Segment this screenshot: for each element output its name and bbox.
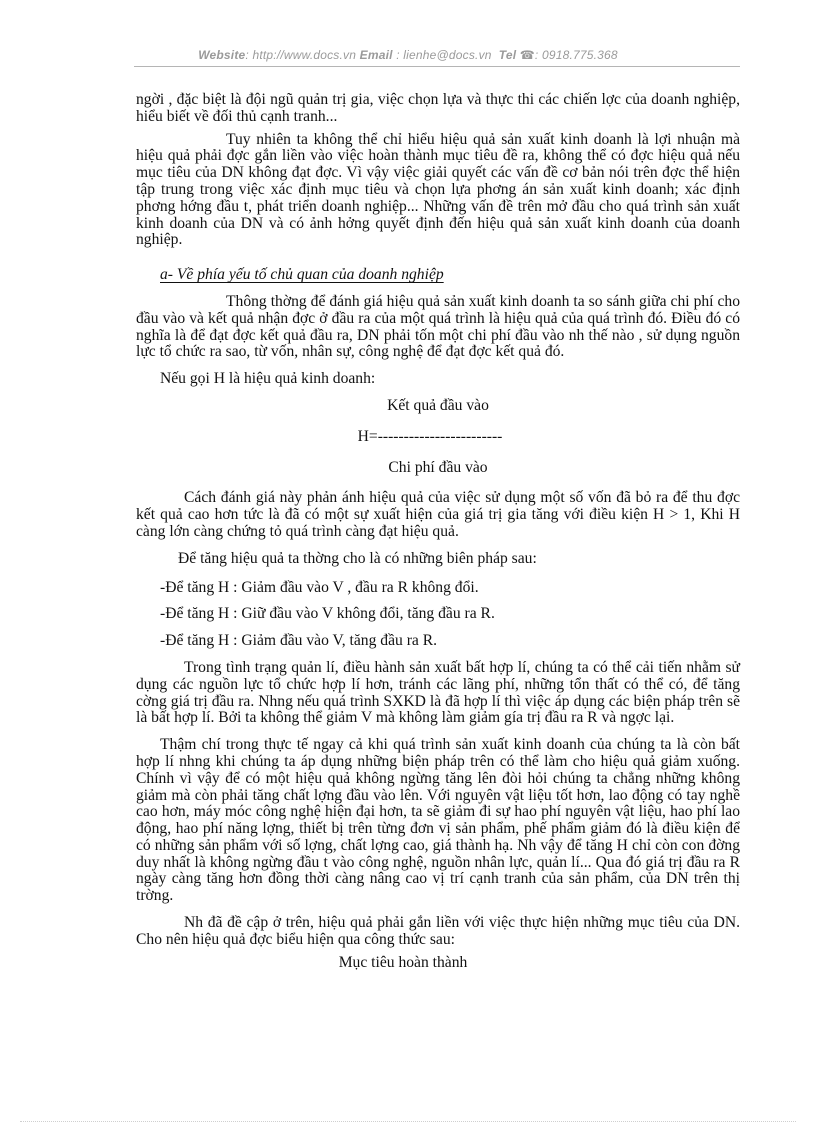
page-header <box>0 48 816 62</box>
tel-value: ☎: 0918.775.368 <box>516 48 618 62</box>
paragraph-4: Nếu gọi H là hiệu quả kinh doanh: <box>160 370 376 388</box>
paragraph-1: ngời , đặc biệt là đội ngũ quản trị gia, việc chọn lựa và thực thi các chiến lợc của doanh nghiệp, hiểu biết về đối thủ cạnh tranh... <box>136 91 740 125</box>
paragraph-2: Tuy nhiên ta không thể chỉ hiểu hiệu quả sản xuất kinh doanh là lợi nhuận mà hiệu quả phải đợc gắn liền vào việc hoàn thành mục tiêu đề ra, không thể có đợc hiệu quả nếu mục tiêu của DN không đạt đợc. Vì vậy việc giải quyết các vấn đề cơ bản nói trên đợc thể hiện tập trung trong việc xác định mục tiêu và chọn lựa phơng án sản xuất kinh doanh; xác định phơng hớng đầu t, phát triển doanh nghiệp... Những vấn đề trên mở đầu cho quá trình sản xuất kinh doanh của DN và có ảnh hởng quyết định đến hiệu quả sản xuất kinh doanh của doanh nghiệp. <box>136 130 740 249</box>
paragraph-3: Thông thờng để đánh giá hiệu quả sản xuất kinh doanh ta so sánh giữa chi phí cho đầu vào và kết quả nhận đợc ở đầu ra của một quá trình là hiệu quả của quá trình đó. Điều đó có nghĩa là để đạt đợc kết quả đầu ra, DN phải tốn một chi phí đầu vào nh thế nào , sử dụng nguồn lực tổ chức ra sao, từ vốn, nhân sự, công nghệ để đạt đợc kết quả đó. <box>136 292 740 361</box>
formula-1-fraction-line: H=------------------------ <box>357 427 503 445</box>
paragraph-8: Thậm chí trong thực tế ngay cả khi quá trình sản xuất kinh doanh của chúng ta là còn bất hợp lí nhng khi chúng ta áp dụng những biện pháp trên có thể làm cho hiệu quả giảm xuống. Chính vì vậy để có một hiệu quả không ngừng tăng lên đòi hỏi chúng ta chẳng những không giảm mà còn phải tăng chất lợng đầu vào lên. Với nguyên vật liệu tốt hơn, lao động có tay nghề cao hơn, máy móc công nghệ hiện đại hơn, ta sẽ giảm đi sự hao phí nguyên vật liệu, hao phí lao động, hao phí năng lợng, thiết bị trên từng đơn vị sản phẩm, phế phẩm giảm đó là điều kiện để có những sản phẩm với số lợng, chất lợng cao, giá thành hạ. Nh vậy để tăng H chỉ còn con đờng duy nhất là không ngừng đầu t vào công nghệ, nguồn nhân lực, quản lí... Qua đó giá trị đầu ra R ngày càng tăng hơn đồng thời càng nâng cao vị trí cạnh tranh của sản phẩm, của DN trên thị trờng. <box>136 736 740 905</box>
paragraph-7: Trong tình trạng quản lí, điều hành sản xuất bất hợp lí, chúng ta có thể cải tiến nhằm sử dụng các nguồn lực tổ chức hợp lí hơn, tránh các lãng phí, những tổn thất có thể có, để tăng cờng giá trị đầu ra. Nhng nếu quá trình SXKD là đã hợp lí thì việc áp dụng các biện pháp trên sẽ là bất hợp lí. Bởi ta không thể giảm V mà không làm giảm gía trị đầu ra R và ngợc lại. <box>136 658 740 727</box>
paragraph-6: Để tăng hiệu quả ta thờng cho là có những biên pháp sau: <box>178 549 537 567</box>
paragraph-9: Nh đã đề cập ở trên, hiệu quả phải gắn liền với việc thực hiện những mục tiêu của DN. Cho nên hiệu quả đợc biểu hiện qua công thức sau: <box>136 914 740 948</box>
document-body <box>136 92 740 985</box>
formula-1-numerator: Kết quả đầu vào <box>387 396 489 414</box>
email-label: Email <box>359 48 393 62</box>
section-heading-a: a- Về phía yếu tố chủ quan của doanh nghiệp <box>160 266 444 284</box>
formula-2-numerator: Mục tiêu hoàn thành <box>338 953 468 971</box>
website-value: : http://www.docs.vn <box>245 48 357 62</box>
formula-1-denominator: Chi phí đầu vào <box>388 458 488 476</box>
footer-divider <box>20 1121 796 1122</box>
tel-label: Tel <box>498 48 517 62</box>
website-label: Website <box>198 48 246 62</box>
paragraph-5: Cách đánh giá này phản ánh hiệu quả của việc sử dụng một số vốn đã bỏ ra để thu đợc kết quả cao hơn tức là đã có một sự xuất hiện của giá trị gia tăng với điều kiện H > 1, Khi H càng lớn càng chứng tỏ quá trình càng đạt hiệu quả. <box>136 489 740 540</box>
bullet-item: -Để tăng H : Giữ đầu vào V không đổi, tăng đầu ra R. <box>160 605 495 623</box>
email-value: : lienhe@docs.vn <box>392 48 492 62</box>
bullet-item: -Để tăng H : Giảm đầu vào V , đầu ra R không đổi. <box>160 578 479 596</box>
bullet-item: -Để tăng H : Giảm đầu vào V, tăng đầu ra R. <box>160 632 438 650</box>
header-divider <box>134 66 740 67</box>
